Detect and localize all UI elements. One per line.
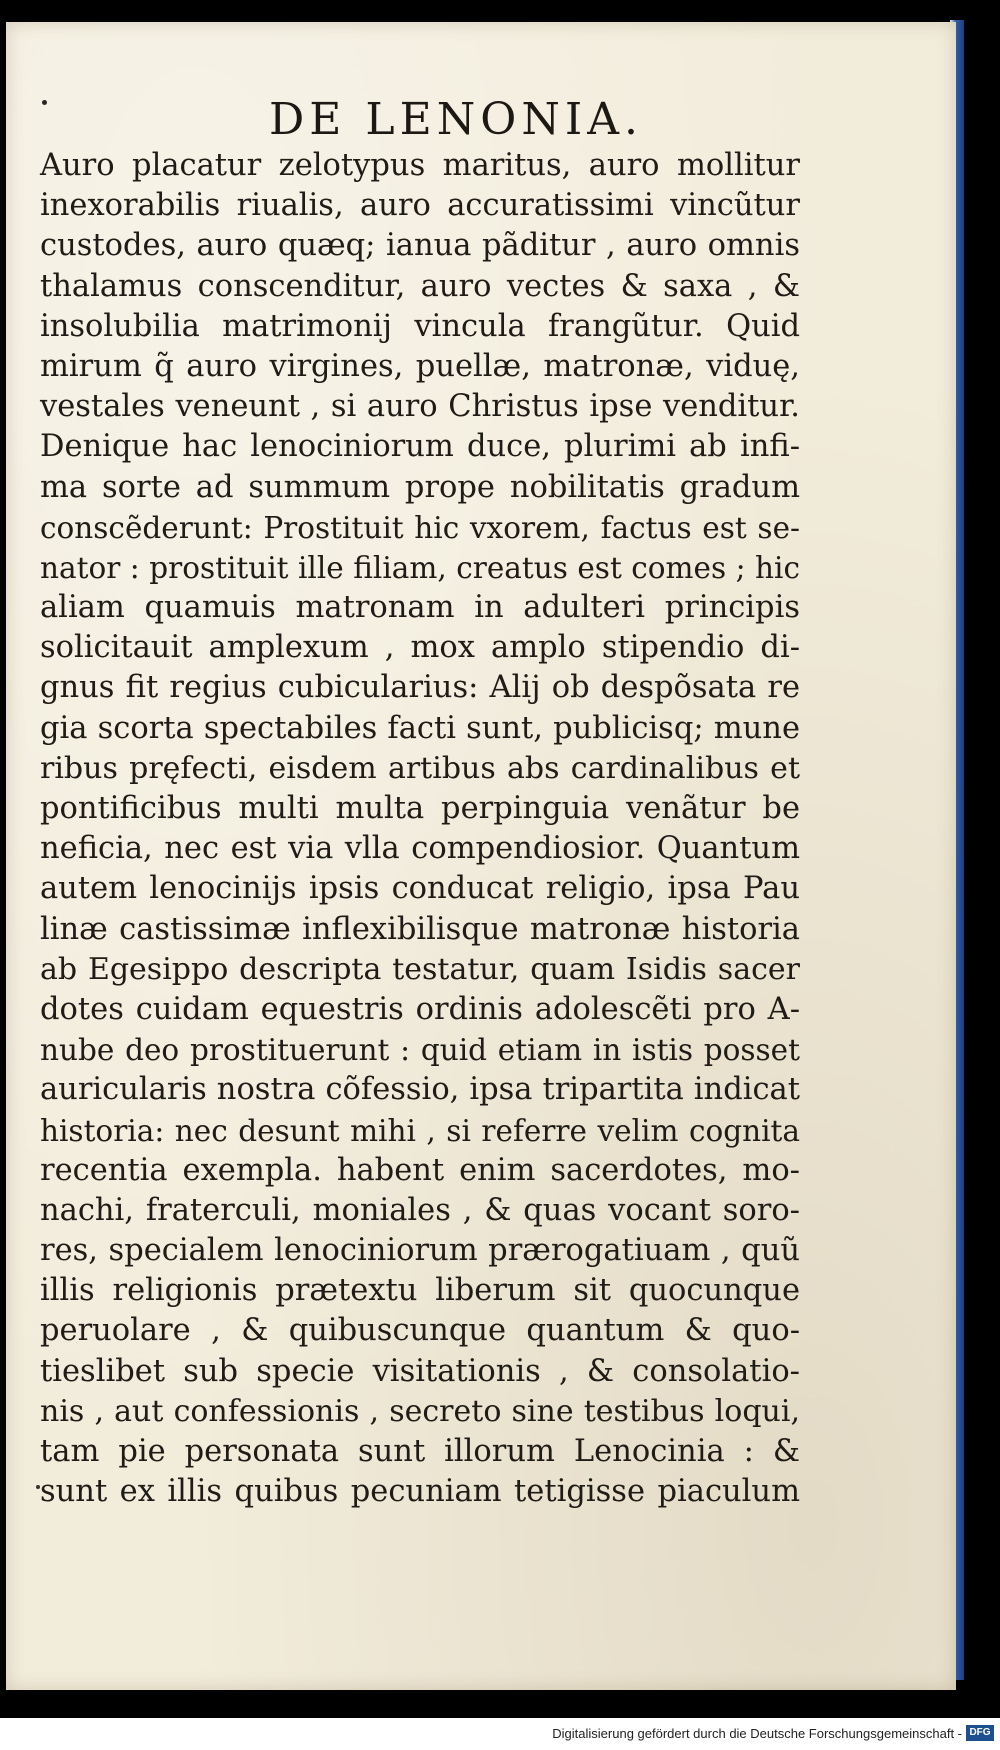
digitization-footer [0, 1718, 1000, 1750]
text-line: ribus pręfecti, eisdem artibus abs cardinalibus et [40, 750, 800, 786]
text-line: autem lenocinijs ipsis conducat religio, ipsa Pau [40, 871, 800, 907]
text-line: gnus fit regius cubicularius: Alij ob despõsata re [40, 670, 800, 706]
text-line: inexorabilis riualis, auro accuratissimi vincũtur [40, 188, 800, 224]
text-line: conscẽderunt: Prostituit hic vxorem, factus est se- [40, 510, 800, 545]
text-line: auricularis nostra cõfessio, ipsa tripartita indicat [40, 1072, 800, 1108]
text-line: ma sorte ad summum prope nobilitatis gradum [40, 469, 800, 505]
text-line: historia: nec desunt mihi , si referre velim cognita [40, 1113, 800, 1148]
text-line: mirum q̃ auro virgines, puellæ, matronæ, viduę, [40, 348, 800, 384]
text-line: neficia, nec est via vlla compendiosior. Quantum [40, 831, 800, 867]
ink-speck [42, 100, 47, 105]
text-line: Denique hac lenociniorum duce, plurimi ab infi- [40, 429, 800, 465]
text-line: nachi, fraterculi, moniales , & quas vocant soro- [40, 1192, 800, 1228]
text-line: sunt ex illis quibus pecuniam tetigisse piaculum [40, 1474, 800, 1510]
funding-credit: Digitalisierung gefördert durch die Deutsche Forschungsgemeinschaft - [552, 1726, 962, 1741]
text-line: peruolare , & quibuscunque quantum & quo- [40, 1313, 800, 1349]
running-head: DE LENONIA. [269, 94, 643, 145]
text-line: tam pie personata sunt illorum Lenocinia : & [40, 1434, 800, 1469]
text-line: nator : prostituit ille filiam, creatus est comes ; hic [40, 550, 800, 585]
text-line: linæ castissimæ inflexibilisque matronæ historia [40, 911, 800, 947]
text-line: dotes cuidam equestris ordinis adolescẽti pro A- [40, 991, 800, 1027]
text-line: Auro placatur zelotypus maritus, auro mollitur [40, 148, 800, 183]
text-line: ab Egesippo descripta testatur, quam Isidis sacer [40, 951, 800, 987]
text-line: insolubilia matrimonij vincula frangũtur. Quid [40, 308, 800, 344]
text-line: illis religionis prætextu liberum sit quocunque [40, 1273, 800, 1309]
text-line: tieslibet sub specie visitationis , & consolatio- [40, 1353, 800, 1389]
text-block [40, 146, 800, 1512]
text-line: nube deo prostituerunt : quid etiam in istis posset [40, 1033, 800, 1068]
text-line: res, specialem lenociniorum prærogatiuam , quũ [40, 1233, 800, 1269]
text-line: pontificibus multi multa perpinguia venãtur be [40, 791, 800, 826]
text-line: gia scorta spectabiles facti sunt, publicisq; mune [40, 710, 800, 746]
text-line: solicitauit amplexum , mox amplo stipendio di- [40, 630, 800, 666]
text-line: recentia exempla. habent enim sacerdotes, mo- [40, 1152, 800, 1188]
text-line: nis , aut confessionis , secreto sine testibus loqui, [40, 1393, 800, 1429]
text-line: thalamus conscenditur, auro vectes & saxa , & [40, 268, 800, 304]
book-page [6, 22, 956, 1690]
text-line: vestales veneunt , si auro Christus ipse venditur. [40, 389, 800, 425]
text-line: aliam quamuis matronam in adulteri principis [40, 590, 800, 626]
dfg-logo-icon: DFG [966, 1725, 994, 1741]
text-line: custodes, auro quæq; ianua pãditur , auro omnis [40, 228, 800, 264]
